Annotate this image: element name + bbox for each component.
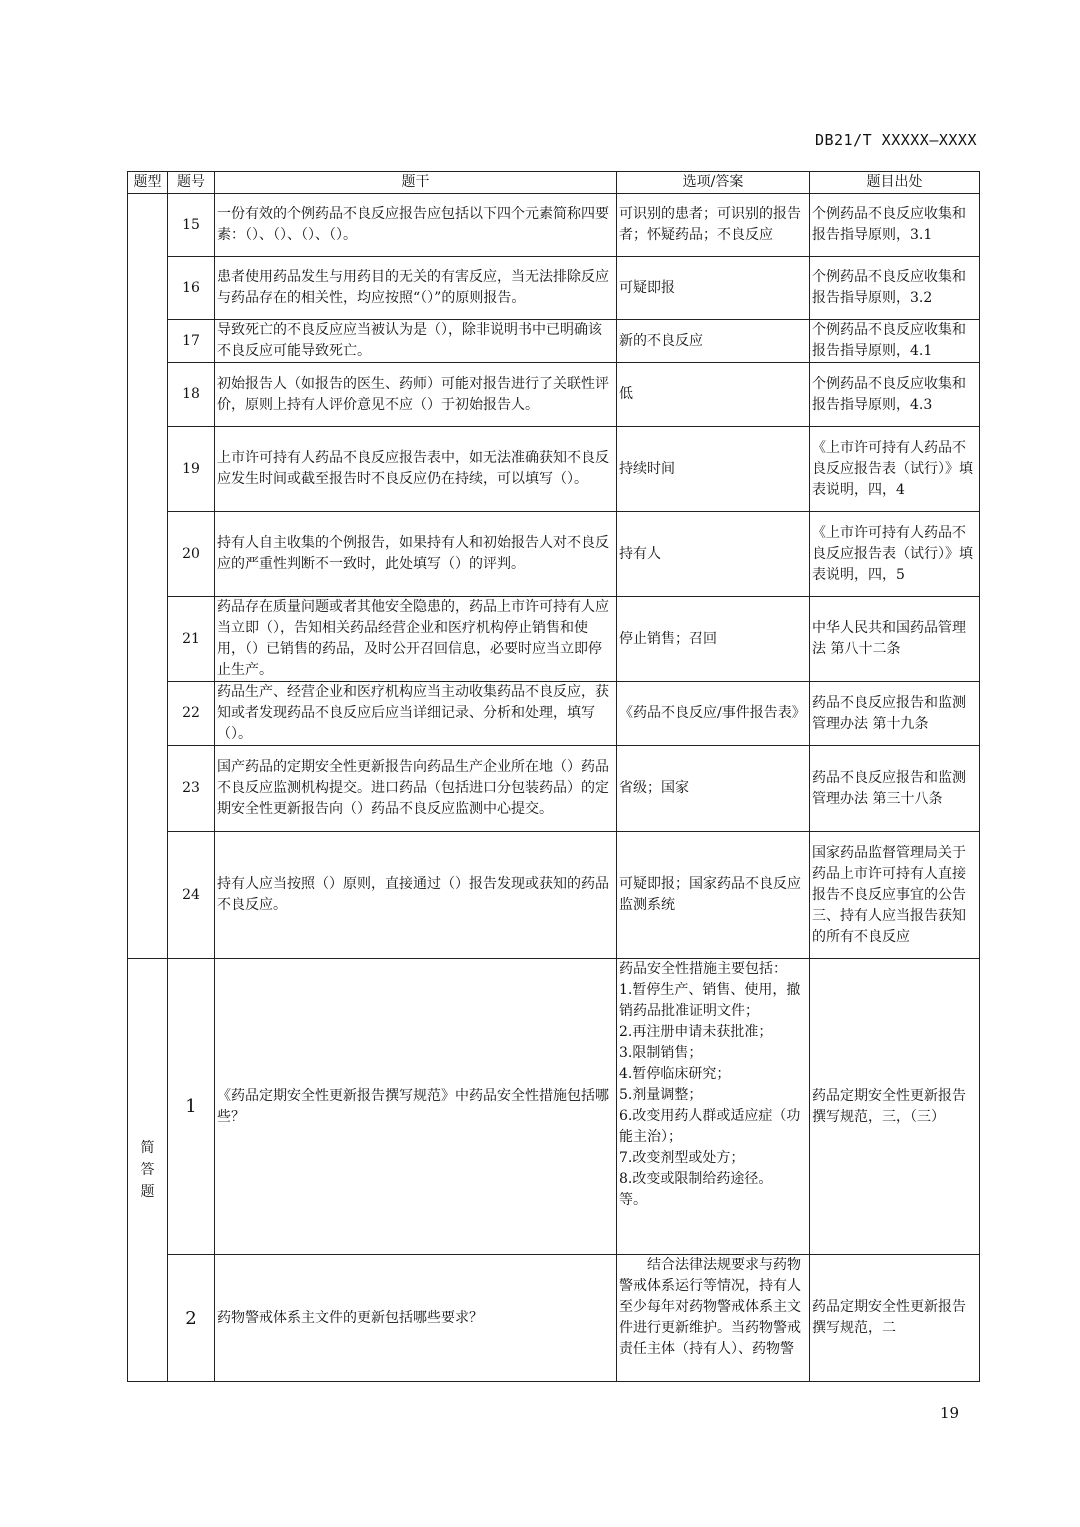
question-text: 《药品定期安全性更新报告撰写规范》中药品安全性措施包括哪些？ xyxy=(215,959,617,1255)
table-row xyxy=(128,320,980,363)
question-type-cell xyxy=(128,959,168,1382)
question-number: 24 xyxy=(168,832,215,959)
col-header-source: 题目出处 xyxy=(810,172,980,194)
table-row xyxy=(128,832,980,959)
table-row xyxy=(128,194,980,257)
answer-text: 持有人 xyxy=(617,512,810,597)
question-text: 导致死亡的不良反应应当被认为是（），除非说明书中已明确该不良反应可能导致死亡。 xyxy=(215,320,617,363)
table-row xyxy=(128,427,980,512)
table-body xyxy=(128,194,980,1382)
question-text: 上市许可持有人药品不良反应报告表中，如无法准确获知不良反应发生时间或截至报告时不良反应仍在持续，可以填写（）。 xyxy=(215,427,617,512)
table-row xyxy=(128,959,980,1255)
table-row xyxy=(128,257,980,320)
answer-text: 药品安全性措施主要包括： 1.暂停生产、销售、使用，撤销药品批准证明文件； 2.再注册申请未获批准； 3.限制销售； 4.暂停临床研究； 5.剂量调整； 6.改变用药人群或适应症（功能主治）； 7.改变剂型或处方； 8.改变或限制给药途径。 等。 xyxy=(617,959,810,1255)
col-header-type: 题型 xyxy=(128,172,168,194)
answer-text: 可识别的患者；可识别的报告者；怀疑药品；不良反应 xyxy=(617,194,810,257)
source-text: 药品定期安全性更新报告撰写规范，三，（三） xyxy=(810,959,980,1255)
col-header-answer: 选项/答案 xyxy=(617,172,810,194)
table-header-row xyxy=(128,172,980,194)
source-text: 《上市许可持有人药品不良反应报告表（试行）》填表说明，四，4 xyxy=(810,427,980,512)
question-number: 2 xyxy=(168,1255,215,1382)
question-text: 初始报告人（如报告的医生、药师）可能对报告进行了关联性评价，原则上持有人评价意见不应（）于初始报告人。 xyxy=(215,363,617,427)
col-header-question: 题干 xyxy=(215,172,617,194)
answer-text: 结合法律法规要求与药物警戒体系运行等情况，持有人至少每年对药物警戒体系主文件进行更新维护。当药物警戒责任主体（持有人）、药物警 xyxy=(617,1255,810,1382)
question-number: 21 xyxy=(168,597,215,682)
question-text: 持有人应当按照（）原则，直接通过（）报告发现或获知的药品不良反应。 xyxy=(215,832,617,959)
answer-text: 新的不良反应 xyxy=(617,320,810,363)
question-type-cell xyxy=(128,194,168,959)
answer-text: 可疑即报 xyxy=(617,257,810,320)
question-text: 患者使用药品发生与用药目的无关的有害反应，当无法排除反应与药品存在的相关性，均应按照“（）”的原则报告。 xyxy=(215,257,617,320)
answer-text: 停止销售；召回 xyxy=(617,597,810,682)
table-row xyxy=(128,597,980,682)
table-row xyxy=(128,1255,980,1382)
source-text: 《上市许可持有人药品不良反应报告表（试行）》填表说明，四，5 xyxy=(810,512,980,597)
question-number: 19 xyxy=(168,427,215,512)
source-text: 个例药品不良反应收集和报告指导原则，4.3 xyxy=(810,363,980,427)
question-number: 15 xyxy=(168,194,215,257)
question-number: 18 xyxy=(168,363,215,427)
question-text: 一份有效的个例药品不良反应报告应包括以下四个元素简称四要素：（）、（）、（）、（）。 xyxy=(215,194,617,257)
question-number: 17 xyxy=(168,320,215,363)
source-text: 个例药品不良反应收集和报告指导原则，3.1 xyxy=(810,194,980,257)
question-number: 22 xyxy=(168,682,215,746)
source-text: 个例药品不良反应收集和报告指导原则，3.2 xyxy=(810,257,980,320)
source-text: 中华人民共和国药品管理法 第八十二条 xyxy=(810,597,980,682)
source-text: 药品不良反应报告和监测管理办法 第十九条 xyxy=(810,682,980,746)
question-number: 16 xyxy=(168,257,215,320)
question-text: 持有人自主收集的个例报告，如果持有人和初始报告人对不良反应的严重性判断不一致时，此处填写（）的评判。 xyxy=(215,512,617,597)
source-text: 药品定期安全性更新报告撰写规范，二 xyxy=(810,1255,980,1382)
question-text: 药品生产、经营企业和医疗机构应当主动收集药品不良反应，获知或者发现药品不良反应后应当详细记录、分析和处理，填写（）。 xyxy=(215,682,617,746)
answer-text: 低 xyxy=(617,363,810,427)
document-code: DB21/T XXXXX—XXXX xyxy=(814,131,977,149)
question-number: 20 xyxy=(168,512,215,597)
source-text: 个例药品不良反应收集和报告指导原则，4.1 xyxy=(810,320,980,363)
answer-text: 持续时间 xyxy=(617,427,810,512)
table-row xyxy=(128,512,980,597)
answer-text: 可疑即报；国家药品不良反应监测系统 xyxy=(617,832,810,959)
answer-text: 省级；国家 xyxy=(617,746,810,832)
question-text: 药物警戒体系主文件的更新包括哪些要求？ xyxy=(215,1255,617,1382)
source-text: 药品不良反应报告和监测管理办法 第三十八条 xyxy=(810,746,980,832)
question-type-char: 答 xyxy=(140,1162,155,1178)
table-row xyxy=(128,682,980,746)
page-number: 19 xyxy=(940,1404,960,1422)
question-number: 23 xyxy=(168,746,215,832)
col-header-number: 题号 xyxy=(168,172,215,194)
question-type-char: 简 xyxy=(140,1140,155,1156)
answer-text: 《药品不良反应/事件报告表》 xyxy=(617,682,810,746)
question-number: 1 xyxy=(168,959,215,1255)
table-row xyxy=(128,363,980,427)
question-text: 药品存在质量问题或者其他安全隐患的，药品上市许可持有人应当立即（），告知相关药品经营企业和医疗机构停止销售和使用，（）已销售的药品，及时公开召回信息，必要时应当立即停止生产。 xyxy=(215,597,617,682)
question-type-char: 题 xyxy=(140,1184,155,1200)
source-text: 国家药品监督管理局关于药品上市许可持有人直接报告不良反应事宜的公告 三、持有人应当报告获知的所有不良反应 xyxy=(810,832,980,959)
table-row xyxy=(128,746,980,832)
question-table xyxy=(127,171,980,1382)
question-text: 国产药品的定期安全性更新报告向药品生产企业所在地（）药品不良反应监测机构提交。进口药品（包括进口分包装药品）的定期安全性更新报告向（）药品不良反应监测中心提交。 xyxy=(215,746,617,832)
